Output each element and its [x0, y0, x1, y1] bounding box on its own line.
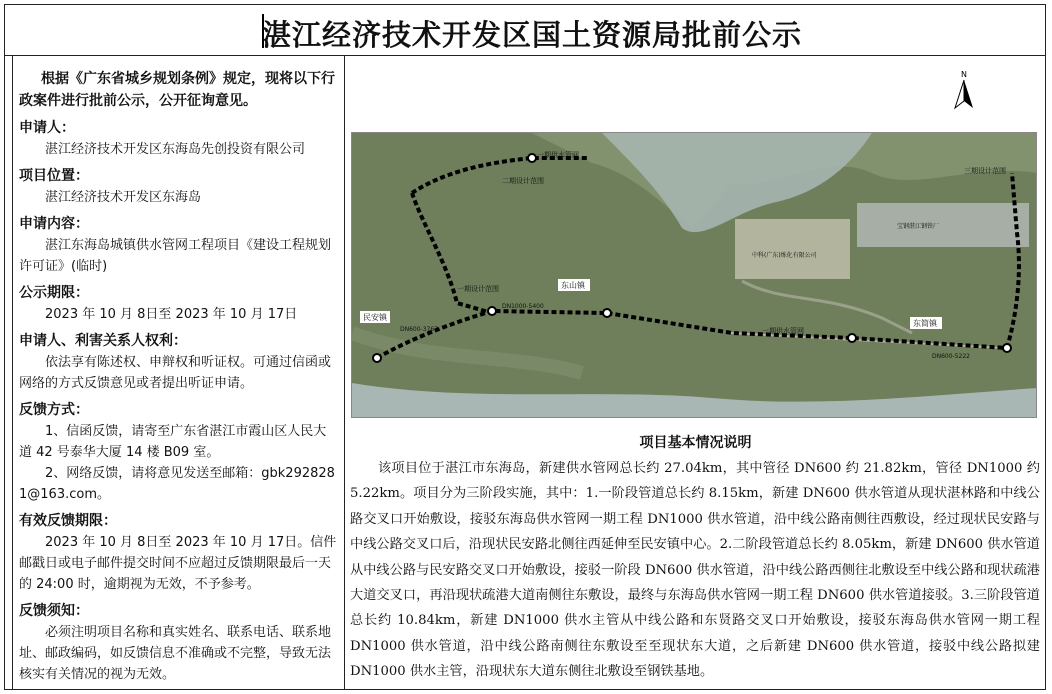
notice-text: 必须注明项目名称和真实姓名、联系电话、联系地址、邮政编码，如反馈信息不准确或不完整，导致无法核实有关情况的视为无效。: [19, 625, 332, 682]
map-label-seg1: 一期设计范围: [457, 285, 499, 293]
map-label-plant2: 宝钢湛江钢铁厂: [897, 223, 940, 230]
project-map: [351, 132, 1037, 418]
intro-text: 根据《广东省城乡规划条例》规定，现将以下行政案件进行批前公示，公开征询意见。: [19, 71, 335, 109]
map-label-dn3: DN1000-5400: [502, 303, 544, 310]
applicant-heading: 申请人：: [19, 120, 75, 136]
map-label-dn1: DN600-3767: [400, 326, 438, 333]
map-label-seg3: 三期设计范围: [964, 167, 1006, 175]
project-map-canvas: [352, 133, 1037, 418]
map-label-pipe1: 一期供水管网: [537, 151, 579, 159]
notice-heading: 反馈须知：: [19, 603, 89, 619]
notice-left-inner: [12, 56, 345, 690]
feedback-item-email: 2、网络反馈，请将意见发送至邮箱：gbk292828 1@163.com。: [19, 466, 335, 502]
rights-heading: 申请人、利害关系人权利：: [19, 333, 187, 349]
map-label-dongjian: 东简镇: [913, 319, 937, 328]
period-text: 2023 年 10 月 8日至 2023 年 10 月 17日: [45, 307, 298, 322]
map-label-dongshan: 东山镇: [561, 281, 585, 290]
notice-right-column: [345, 56, 1046, 690]
content-heading: 申请内容：: [19, 216, 89, 232]
north-label: N: [961, 70, 967, 79]
content-text: 湛江东海岛城镇供水管网工程项目《建设工程规划许可证》(临时): [19, 238, 332, 274]
rights-text: 依法享有陈述权、申辩权和听证权。可通过信函或网络的方式反馈意见或者提出听证申请。: [19, 355, 332, 391]
period-heading: 公示期限：: [19, 285, 89, 301]
map-label-minan: 民安镇: [363, 313, 387, 322]
map-label-pipe2: 一期供水管网: [762, 327, 804, 335]
map-label-plant1: 中科(广东)炼化有限公司: [752, 252, 817, 259]
page-title: 湛江经济技术开发区国土资源局批前公示: [262, 18, 803, 52]
north-arrow-icon: [951, 68, 977, 112]
description-title: 项目基本情况说明: [639, 435, 752, 451]
refinery-area: [735, 219, 850, 279]
valid-heading: 有效反馈期限：: [19, 513, 117, 529]
description-text: 该项目位于湛江市东海岛，新建供水管网总长约 27.04km，其中管径 DN600 约 21.82km，管径 DN1000 约 5.22km。项目分为三阶段实施，其中：1.一阶段管道总长约 8.15km，新建 DN600 供水管道从现状湛林路和中线公路交叉口开始敷设，接驳东海岛供水管网一期工程 DN1000 供水管道，沿中线公路南侧往西敷设，经过现状民安路与中线公路交叉口后，沿现状民安路北侧往西延伸至民安镇中心。2.二阶段管道总长约 8.05km，新建 DN600 供水管道从中线公路与民安路交叉口开始敷设，接驳一阶段 DN600 供水管道，沿中线公路西侧往北敷设至中线公路和现状疏港大道交叉口，再沿现状疏港大道南侧往东敷设，最终与东海岛供水管网一期工程 DN600 供水管道接驳。3.三阶段管道总长约 10.84km，新建 DN1000 供水主管从中线公路和东贤路交叉口开始敷设，接驳东海岛供水管网一期工程 DN1000 供水管道，沿中线公路南侧往东敷设至至现状东大道，之后新建 DN600 供水管道，接驳中线公路拟建 DN1000 供水主管，沿现状东大道东侧往北敷设至钢铁基地。: [350, 461, 1040, 680]
notice-left-column: [4, 56, 345, 690]
applicant-text: 湛江经济技术开发区东海岛先创投资有限公司: [45, 142, 306, 157]
steel-plant-area: [857, 203, 1029, 247]
location-heading: 项目位置：: [19, 168, 89, 184]
header: [4, 4, 1046, 56]
feedback-heading: 反馈方式：: [19, 402, 89, 418]
map-label-dn2: DN600-5222: [932, 353, 970, 360]
map-label-seg2: 二期设计范围: [502, 177, 544, 185]
valid-text: 2023 年 10 月 8日至 2023 年 10 月 17日。信件邮戳日或电子邮件提交时间不应超过反馈期限最后一天的 24:00 时，逾期视为无效，不予参考。: [19, 535, 337, 592]
feedback-item-mail: 1、信函反馈，请寄至广东省湛江市霞山区人民大道 42 号泰华大厦 14 楼 B09 室。: [19, 424, 327, 460]
location-text: 湛江经济技术开发区东海岛: [45, 190, 202, 205]
